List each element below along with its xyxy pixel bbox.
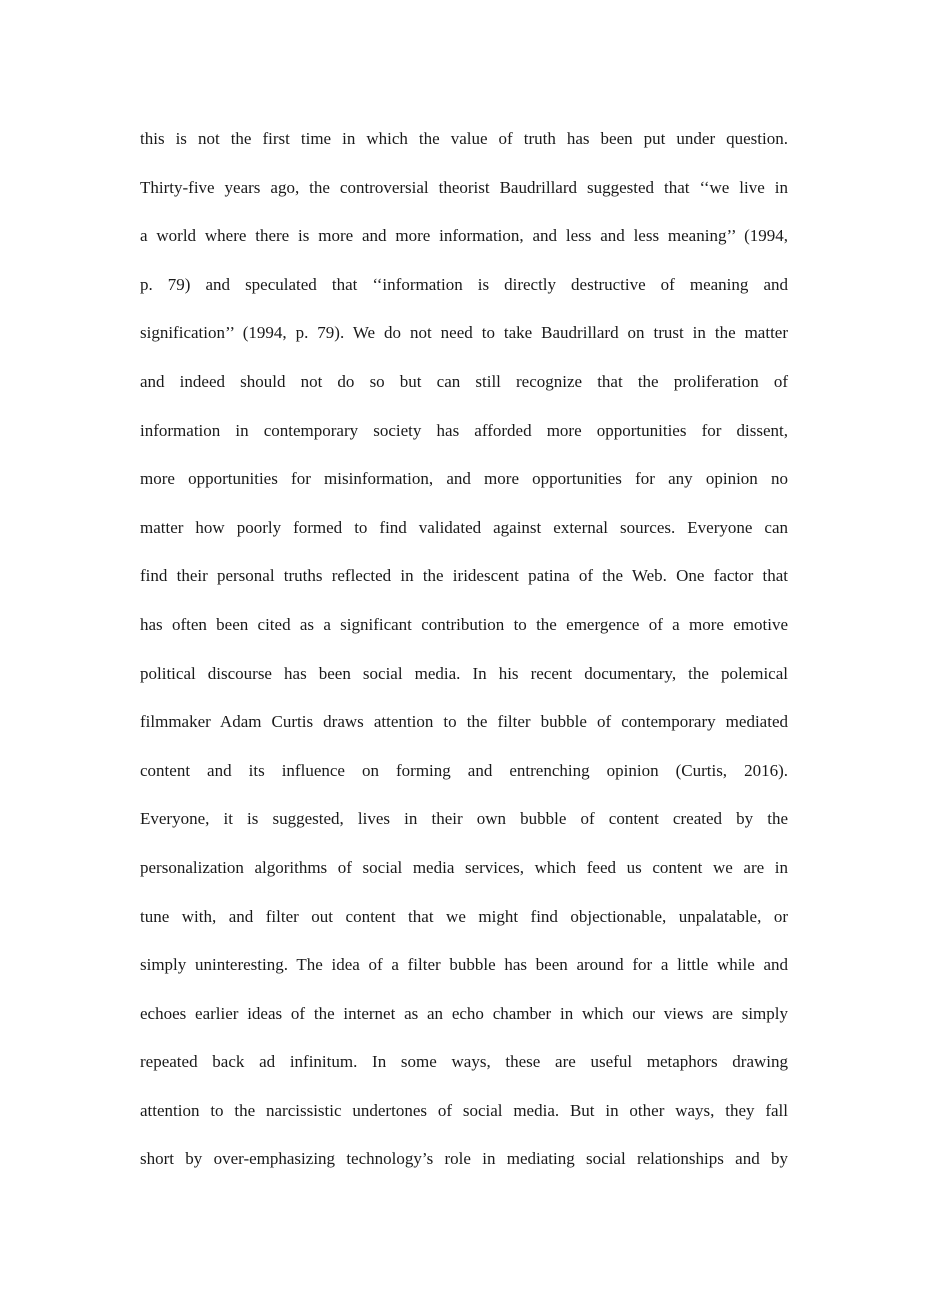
text-line: a world where there is more and more information, and less and less meaning’’ (1994, (140, 226, 788, 246)
text-line: information in contemporary society has afforded more opportunities for dissent, (140, 420, 788, 440)
text-line: matter how poorly formed to find validated against external sources. Everyone can (140, 517, 788, 537)
text-line: content and its influence on forming and entrenching opinion (Curtis, 2016). (140, 760, 788, 780)
text-line: personalization algorithms of social media services, which feed us content we are in (140, 857, 788, 877)
text-line: repeated back ad infinitum. In some ways, these are useful metaphors drawing (140, 1052, 788, 1072)
body-paragraph (140, 124, 788, 1193)
text-line: and indeed should not do so but can still recognize that the proliferation of (140, 371, 788, 391)
text-line: Thirty-five years ago, the controversial theorist Baudrillard suggested that ‘‘we live in (140, 177, 788, 197)
text-line: attention to the narcissistic undertones of social media. But in other ways, they fall (140, 1100, 788, 1120)
text-line: simply uninteresting. The idea of a filter bubble has been around for a little while and (140, 955, 788, 975)
text-line: find their personal truths reflected in the iridescent patina of the Web. One factor that (140, 566, 788, 586)
text-line: Everyone, it is suggested, lives in their own bubble of content created by the (140, 809, 788, 829)
text-line: political discourse has been social media. In his recent documentary, the polemical (140, 663, 788, 683)
text-line: this is not the first time in which the value of truth has been put under question. (140, 129, 788, 148)
text-line: more opportunities for misinformation, and more opportunities for any opinion no (140, 469, 788, 489)
text-line: tune with, and filter out content that we might find objectionable, unpalatable, or (140, 906, 788, 926)
text-line: filmmaker Adam Curtis draws attention to the filter bubble of contemporary mediated (140, 712, 788, 732)
text-line: has often been cited as a significant contribution to the emergence of a more emotive (140, 614, 788, 634)
text-line: short by over-emphasizing technology’s role in mediating social relationships and by (140, 1149, 788, 1169)
text-line: echoes earlier ideas of the internet as an echo chamber in which our views are simply (140, 1003, 788, 1023)
text-line: p. 79) and speculated that ‘‘information is directly destructive of meaning and (140, 274, 788, 294)
text-line: signification’’ (1994, p. 79). We do not need to take Baudrillard on trust in the matter (140, 323, 788, 343)
